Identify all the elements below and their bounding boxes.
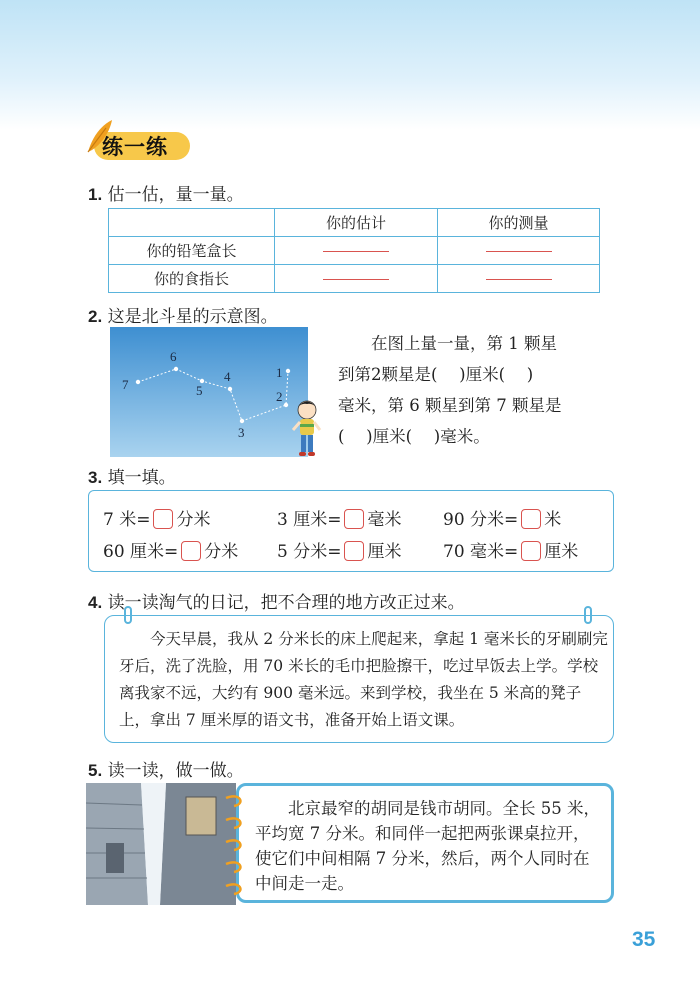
row-label: 你的铅笔盒长 <box>109 237 275 265</box>
big-dipper-svg <box>110 327 308 457</box>
q2-line: 在图上量一量，第 1 颗星 <box>371 334 557 353</box>
answer-box[interactable] <box>181 541 201 561</box>
fill-prefix: 5 分米= <box>277 542 342 562</box>
section-badge <box>80 118 192 162</box>
estimate-blank[interactable] <box>275 265 438 293</box>
fill-prefix: 70 毫米= <box>443 542 519 562</box>
question-3 <box>88 463 176 488</box>
question-1 <box>88 180 244 205</box>
question-4 <box>88 588 465 613</box>
big-dipper-diagram <box>110 327 308 457</box>
spiral-binding-icon <box>222 790 250 900</box>
q2-line: 毫米，第 6 颗星到第 7 颗星是 <box>338 396 562 415</box>
answer-box[interactable] <box>153 509 173 529</box>
star-7 <box>136 380 140 384</box>
fill-unit: 厘米 <box>367 542 402 562</box>
fill-item <box>103 537 238 562</box>
question-text: 估一估，量一量。 <box>107 185 244 205</box>
fill-item <box>277 505 401 530</box>
table-header-row <box>109 209 600 237</box>
page-number: 35 <box>632 928 656 951</box>
paperclip-icon <box>124 606 132 624</box>
fill-item <box>443 505 561 530</box>
fill-unit: 分米 <box>176 510 211 530</box>
fill-item <box>277 537 401 562</box>
alley-photo <box>86 783 236 905</box>
star-label: 6 <box>170 349 177 364</box>
answer-box[interactable] <box>521 509 541 529</box>
star-1 <box>286 369 290 373</box>
fill-unit: 厘米 <box>544 542 579 562</box>
section-title: 练一练 <box>102 135 168 159</box>
question-text: 填一填。 <box>107 468 176 488</box>
fill-in-panel <box>88 490 614 572</box>
diary-card <box>104 615 614 743</box>
question-number: 4. <box>88 593 103 612</box>
fill-prefix: 90 分米= <box>443 510 519 530</box>
question-number: 1. <box>88 185 103 204</box>
q2-line: 到第2颗星是( )厘米( ) <box>338 365 534 384</box>
fill-unit: 米 <box>544 510 562 530</box>
table-header-cell <box>109 209 275 237</box>
story-card <box>236 783 614 903</box>
fill-item <box>103 505 210 530</box>
star-3 <box>240 419 244 423</box>
question-number: 5. <box>88 761 103 780</box>
question-text: 读一读，做一做。 <box>107 761 244 781</box>
star-6 <box>174 367 178 371</box>
table-header-cell: 你的测量 <box>438 209 600 237</box>
question-number: 3. <box>88 468 103 487</box>
paperclip-icon <box>584 606 592 624</box>
table-row <box>109 237 600 265</box>
question-2 <box>88 302 278 327</box>
measure-blank[interactable] <box>438 237 600 265</box>
question-text: 读一读淘气的日记，把不合理的地方改正过来。 <box>107 593 465 613</box>
star-2 <box>284 403 288 407</box>
header-band <box>0 0 700 130</box>
fill-item <box>443 537 578 562</box>
q2-line: ( )厘米( )毫米。 <box>338 427 490 446</box>
row-label: 你的食指长 <box>109 265 275 293</box>
star-label: 3 <box>238 425 245 440</box>
question-text: 这是北斗星的示意图。 <box>107 307 278 327</box>
star-label: 1 <box>276 365 283 380</box>
measure-blank[interactable] <box>438 265 600 293</box>
fill-prefix: 3 厘米= <box>277 510 342 530</box>
fill-unit: 毫米 <box>367 510 402 530</box>
story-text: 北京最窄的胡同是钱市胡同。全长 55 米，平均宽 7 分米。和同伴一起把两张课桌拉开，使它们中间相隔 7 分米，然后，两个人同时在中间走一走。 <box>255 799 600 893</box>
star-label: 4 <box>224 369 231 384</box>
answer-box[interactable] <box>521 541 541 561</box>
answer-box[interactable] <box>344 509 364 529</box>
estimate-table <box>108 208 600 293</box>
fill-prefix: 7 米= <box>103 510 151 530</box>
table-header-cell: 你的估计 <box>275 209 438 237</box>
star-4 <box>228 387 232 391</box>
star-label: 5 <box>196 383 203 398</box>
estimate-blank[interactable] <box>275 237 438 265</box>
boy-figure-icon <box>290 398 324 460</box>
q2-instructions <box>338 328 618 452</box>
fill-prefix: 60 厘米= <box>103 542 179 562</box>
diary-text: 今天早晨，我从 2 分米长的床上爬起来，拿起 1 毫米长的牙刷刷完牙后，洗了洗脸，用 70 米长的毛巾把脸擦干，吃过早饭去上学。学校离我家不远，大约有 900 毫米远。来到学校，我坐在 5 米高的凳子上，拿出 7 厘米厚的语文书，准备开始上语文课。 <box>119 630 608 729</box>
star-label: 7 <box>122 377 129 392</box>
fill-unit: 分米 <box>204 542 239 562</box>
table-row <box>109 265 600 293</box>
question-5 <box>88 756 244 781</box>
question-number: 2. <box>88 307 103 326</box>
answer-box[interactable] <box>344 541 364 561</box>
star-label: 2 <box>276 389 283 404</box>
